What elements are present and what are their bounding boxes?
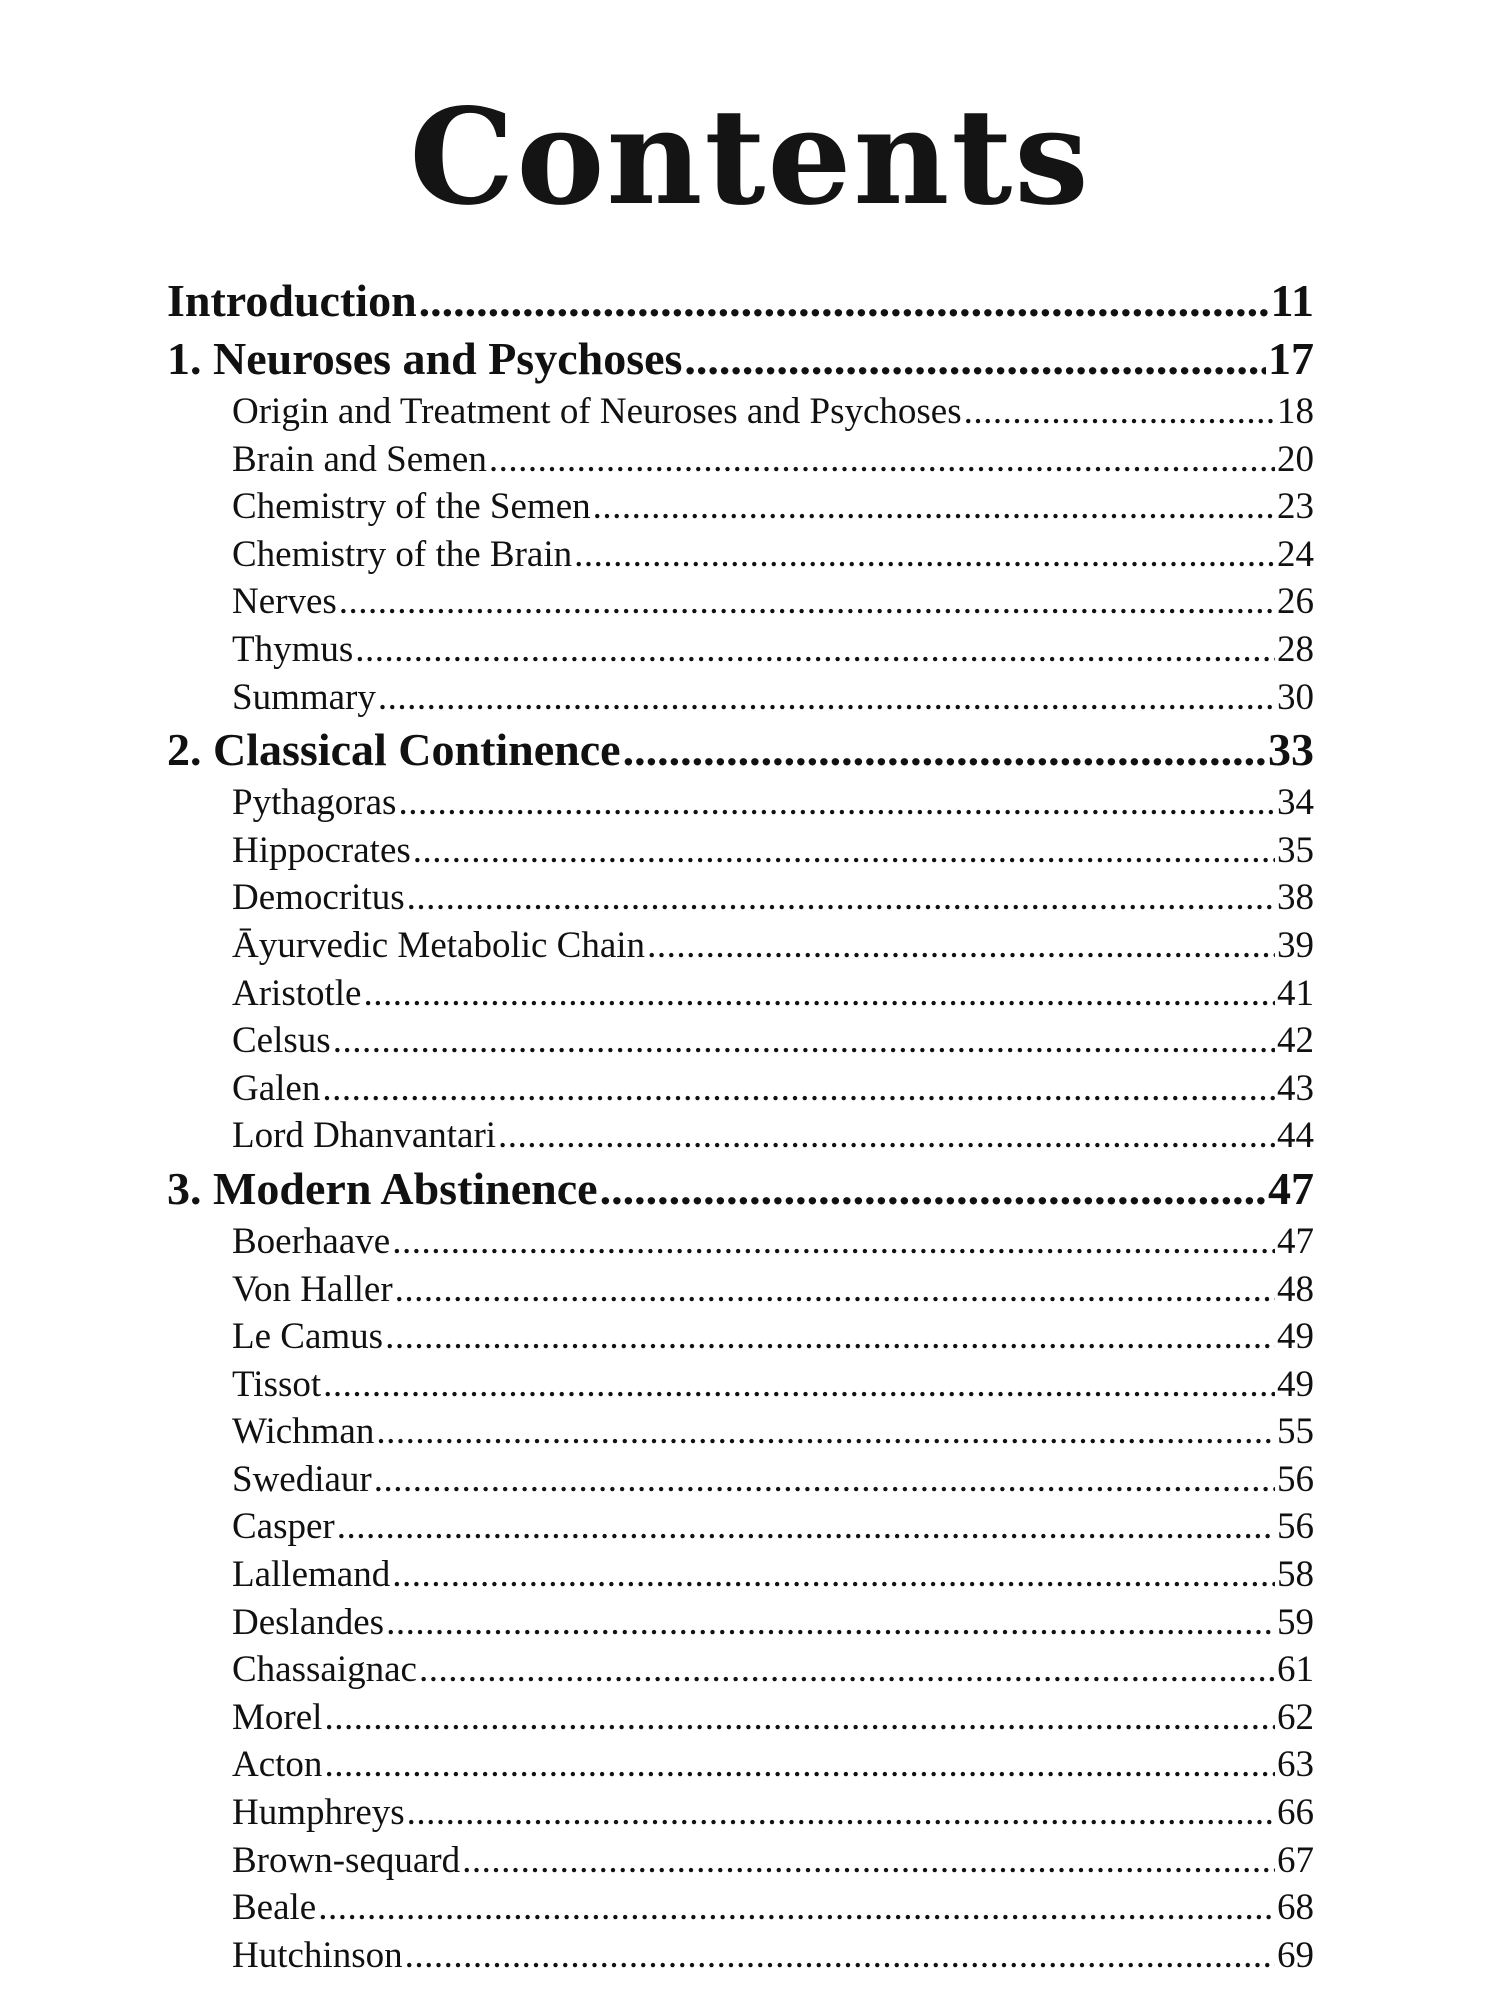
page-number: 61 [1277,1649,1314,1691]
page-number: 42 [1277,1020,1314,1062]
chapter-label: 3. Modern Abstinence [167,1162,598,1214]
section-label: Acton [232,1744,323,1786]
page-number: 23 [1277,486,1314,528]
toc-section[interactable] [167,436,1314,484]
toc-entry-introduction[interactable] [167,272,1314,330]
toc-section[interactable] [167,1065,1314,1113]
page-number: 49 [1277,1363,1314,1405]
section-label: Chemistry of the Brain [232,533,573,575]
toc-section[interactable] [167,827,1314,875]
page-number: 18 [1277,391,1314,432]
section-label: Morel [232,1696,323,1738]
page-number: 26 [1277,581,1314,623]
dot-leader [392,1218,1275,1266]
table-of-contents [167,272,1314,1979]
dot-leader [647,922,1275,970]
section-label: Summary [232,676,376,718]
dot-leader [374,1456,1275,1504]
page-number: 56 [1277,1506,1314,1548]
toc-section[interactable] [167,1837,1314,1885]
page-number: 67 [1277,1839,1314,1881]
toc-chapter-2[interactable] [167,721,1314,779]
dot-leader [407,1789,1275,1837]
section-label: Hippocrates [232,829,411,871]
toc-section[interactable] [167,1361,1314,1409]
page-number: 41 [1277,972,1314,1014]
toc-section[interactable] [167,1932,1314,1980]
toc-section[interactable] [167,483,1314,531]
dot-leader [964,388,1275,436]
section-label: Le Camus [232,1316,384,1358]
section-label: Āyurvedic Metabolic Chain [232,924,646,966]
page-number: 68 [1277,1887,1314,1929]
section-label: Swediaur [232,1458,372,1500]
page-number: 69 [1277,1934,1314,1976]
dot-leader [363,970,1275,1018]
page-number: 43 [1277,1067,1314,1109]
dot-leader [405,1932,1275,1980]
dot-leader [337,1503,1275,1551]
dot-leader [385,1313,1275,1361]
page-number: 24 [1277,533,1314,575]
dot-leader [574,531,1275,579]
toc-section[interactable] [167,1551,1314,1599]
page-number: 28 [1277,628,1314,670]
section-label: Chemistry of the Semen [232,486,591,528]
page-number: 47 [1268,1162,1314,1214]
page-number: 30 [1277,676,1314,718]
dot-leader [419,272,1269,330]
page-number: 44 [1277,1115,1314,1157]
page-number: 35 [1277,829,1314,871]
section-label: Democritus [232,877,405,919]
toc-section[interactable] [167,1789,1314,1837]
dot-leader [376,1408,1275,1456]
section-label: Chassaignac [232,1649,417,1691]
dot-leader [324,1741,1275,1789]
dot-leader [407,874,1275,922]
dot-leader [395,1266,1275,1314]
dot-leader [623,721,1266,779]
section-label: Lord Dhanvantari [232,1115,497,1157]
section-label: Beale [232,1887,317,1929]
toc-section[interactable] [167,1408,1314,1456]
section-label: Casper [232,1506,335,1548]
toc-section[interactable] [167,1266,1314,1314]
page-number: 20 [1277,438,1314,480]
page-title: Contents [409,80,1091,235]
dot-leader [355,626,1275,674]
dot-leader [398,779,1275,827]
toc-section[interactable] [167,1112,1314,1160]
dot-leader [324,1694,1275,1742]
toc-section[interactable] [167,674,1314,722]
page-number: 66 [1277,1792,1314,1834]
section-label: Wichman [232,1411,375,1453]
section-label: Deslandes [232,1601,385,1643]
section-label: Hutchinson [232,1934,403,1976]
toc-section[interactable] [167,779,1314,827]
section-label: Tissot [232,1363,322,1405]
section-label: Brown-sequard [232,1839,461,1881]
chapter-label: 2. Classical Continence [167,724,621,776]
toc-chapter-1[interactable] [167,330,1314,388]
toc-section[interactable] [167,1503,1314,1551]
dot-leader [392,1551,1275,1599]
page-number: 38 [1277,877,1314,919]
section-label: Von Haller [232,1268,393,1310]
toc-section[interactable] [167,1694,1314,1742]
section-label: Thymus [232,628,354,670]
dot-leader [323,1361,1275,1409]
toc-section[interactable] [167,1218,1314,1266]
toc-section[interactable] [167,1599,1314,1647]
section-label: Brain and Semen [232,438,487,480]
toc-chapter-3[interactable] [167,1160,1314,1218]
dot-leader [593,483,1275,531]
page-number: 39 [1277,924,1314,966]
entry-label: Introduction [167,275,417,326]
section-label: Lallemand [232,1554,391,1596]
page-number: 49 [1277,1316,1314,1358]
toc-section[interactable] [167,970,1314,1018]
toc-section[interactable] [167,388,1314,436]
toc-section[interactable] [167,1456,1314,1504]
page-number: 48 [1277,1268,1314,1310]
dot-leader [413,827,1275,875]
toc-section[interactable] [167,1884,1314,1932]
section-label: Humphreys [232,1792,405,1834]
dot-leader [322,1065,1275,1113]
page-number: 11 [1270,275,1314,326]
toc-section[interactable] [167,874,1314,922]
section-label: Boerhaave [232,1220,391,1262]
section-label: Galen [232,1067,321,1109]
page-number: 62 [1277,1696,1314,1738]
section-label: Nerves [232,581,337,623]
page-number: 63 [1277,1744,1314,1786]
toc-section[interactable] [167,1741,1314,1789]
dot-leader [489,436,1275,484]
toc-section[interactable] [167,626,1314,674]
page-number: 59 [1277,1601,1314,1643]
toc-section[interactable] [167,1646,1314,1694]
page-number: 17 [1268,333,1314,384]
toc-section[interactable] [167,578,1314,626]
toc-section[interactable] [167,1313,1314,1361]
dot-leader [419,1646,1275,1694]
dot-leader [339,578,1275,626]
toc-section[interactable] [167,1017,1314,1065]
section-label: Pythagoras [232,782,397,824]
section-label: Origin and Treatment of Neuroses and Psychoses [232,391,962,432]
dot-leader [684,330,1266,388]
chapter-label: 1. Neuroses and Psychoses [167,333,683,384]
dot-leader [462,1837,1275,1885]
section-label: Celsus [232,1020,331,1062]
dot-leader [600,1160,1266,1218]
page-number: 34 [1277,782,1314,824]
page-number: 47 [1277,1220,1314,1262]
toc-section[interactable] [167,922,1314,970]
dot-leader [318,1884,1275,1932]
page-number: 56 [1277,1458,1314,1500]
section-label: Aristotle [232,972,362,1014]
page-number: 58 [1277,1554,1314,1596]
page-number: 33 [1268,724,1314,776]
dot-leader [378,674,1275,722]
dot-leader [498,1112,1275,1160]
page-number: 55 [1277,1411,1314,1453]
toc-section[interactable] [167,531,1314,579]
dot-leader [333,1017,1275,1065]
dot-leader [386,1599,1275,1647]
